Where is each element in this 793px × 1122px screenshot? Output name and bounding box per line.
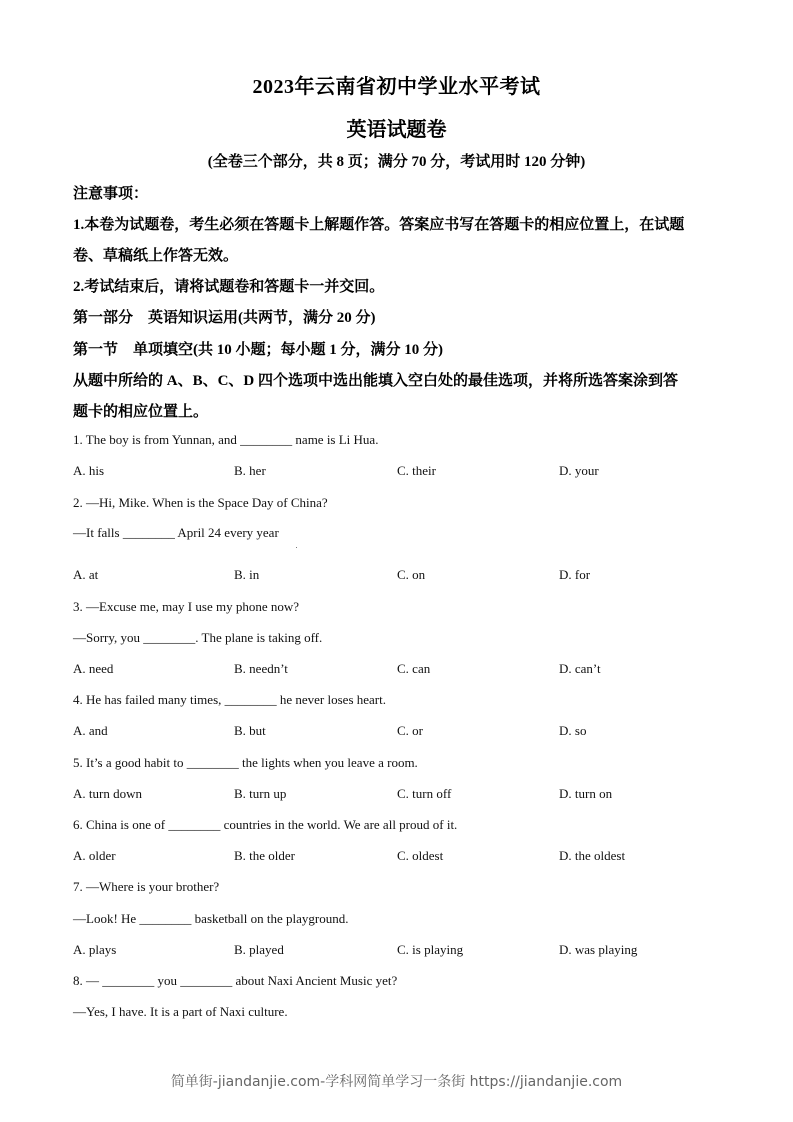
question-8-response: —Yes, I have. It is a part of Naxi culture. bbox=[73, 1004, 288, 1019]
question-7-response: —Look! He ________ basketball on the playground. bbox=[73, 911, 349, 926]
question-3-stem: 3. —Excuse me, may I use my phone now? bbox=[73, 599, 300, 614]
question-6-option-d: D. the oldest bbox=[559, 848, 626, 863]
question-3-option-c: C. can bbox=[397, 661, 431, 676]
question-4-option-b: B. but bbox=[234, 723, 266, 738]
question-5-option-d: D. turn on bbox=[559, 786, 613, 801]
exam-subtitle: 英语试题卷 bbox=[346, 119, 447, 141]
question-2-response: —It falls ________ April 24 every year bbox=[73, 525, 279, 540]
part1-heading: 第一部分 英语知识运用(共两节，满分 20 分) bbox=[73, 310, 376, 326]
question-1-option-b: B. her bbox=[234, 463, 266, 478]
question-2-option-b: B. in bbox=[234, 567, 260, 582]
instruction-line-2: 题卡的相应位置上。 bbox=[73, 404, 209, 420]
question-8-stem: 8. — ________ you ________ about Naxi Ancient Music yet? bbox=[73, 973, 398, 988]
notice-item-1-line-2: 卷、草稿纸上作答无效。 bbox=[73, 248, 239, 264]
notice-item-1-line-1: 1.本卷为试题卷，考生必须在答题卡上解题作答。答案应书写在答题卡的相应位置上，在试题 bbox=[73, 217, 685, 233]
instruction-line-1: 从题中所给的 A、B、C、D 四个选项中选出能填入空白处的最佳选项，并将所选答案涂到答 bbox=[73, 373, 679, 389]
question-1-option-a: A. his bbox=[73, 463, 105, 478]
question-6-option-a: A. older bbox=[73, 848, 116, 863]
question-6-option-b: B. the older bbox=[234, 848, 296, 863]
notice-item-2: 2.考试结束后，请将试题卷和答题卡一并交回。 bbox=[73, 279, 385, 295]
question-4-option-a: A. and bbox=[73, 723, 108, 738]
question-2-stem: 2. —Hi, Mike. When is the Space Day of China? bbox=[73, 495, 328, 510]
question-3-option-a: A. need bbox=[73, 661, 114, 676]
question-7-stem: 7. —Where is your brother? bbox=[73, 879, 220, 894]
question-7-option-a: A. plays bbox=[73, 942, 117, 957]
question-5-stem: 5. It’s a good habit to ________ the lights when you leave a room. bbox=[73, 755, 418, 770]
question-4-option-c: C. or bbox=[397, 723, 423, 738]
question-6-option-c: C. oldest bbox=[397, 848, 444, 863]
notice-heading: 注意事项： bbox=[73, 186, 149, 202]
question-5-option-b: B. turn up bbox=[234, 786, 287, 801]
question-1-option-c: C. their bbox=[397, 463, 436, 478]
question-2-option-d: D. for bbox=[559, 567, 591, 582]
question-7-option-b: B. played bbox=[234, 942, 284, 957]
question-5-option-c: C. turn off bbox=[397, 786, 452, 801]
question-4-option-d: D. so bbox=[559, 723, 587, 738]
question-6-stem: 6. China is one of ________ countries in the world. We are all proud of it. bbox=[73, 817, 458, 832]
question-7-option-d: D. was playing bbox=[559, 942, 638, 957]
scan-artifact-dot bbox=[296, 547, 297, 548]
question-3-response: —Sorry, you ________. The plane is taking off. bbox=[73, 630, 323, 645]
exam-info: (全卷三个部分，共 8 页；满分 70 分，考试用时 120 分钟) bbox=[207, 154, 586, 170]
question-2-option-a: A. at bbox=[73, 567, 99, 582]
question-1-option-d: D. your bbox=[559, 463, 599, 478]
footer-watermark: 简单街-jiandanjie.com-学科网简单学习一条街 https://jiandanjie.com bbox=[170, 1074, 623, 1090]
question-3-option-b: B. needn’t bbox=[234, 661, 288, 676]
question-3-option-d: D. can’t bbox=[559, 661, 601, 676]
section1-heading: 第一节 单项填空(共 10 小题；每小题 1 分，满分 10 分) bbox=[73, 342, 443, 358]
question-7-option-c: C. is playing bbox=[397, 942, 464, 957]
question-1-stem: 1. The boy is from Yunnan, and ________ name is Li Hua. bbox=[73, 432, 379, 447]
question-5-option-a: A. turn down bbox=[73, 786, 142, 801]
question-4-stem: 4. He has failed many times, ________ he never loses heart. bbox=[73, 692, 386, 707]
exam-title: 2023年云南省初中学业水平考试 bbox=[252, 76, 541, 98]
question-2-option-c: C. on bbox=[397, 567, 426, 582]
